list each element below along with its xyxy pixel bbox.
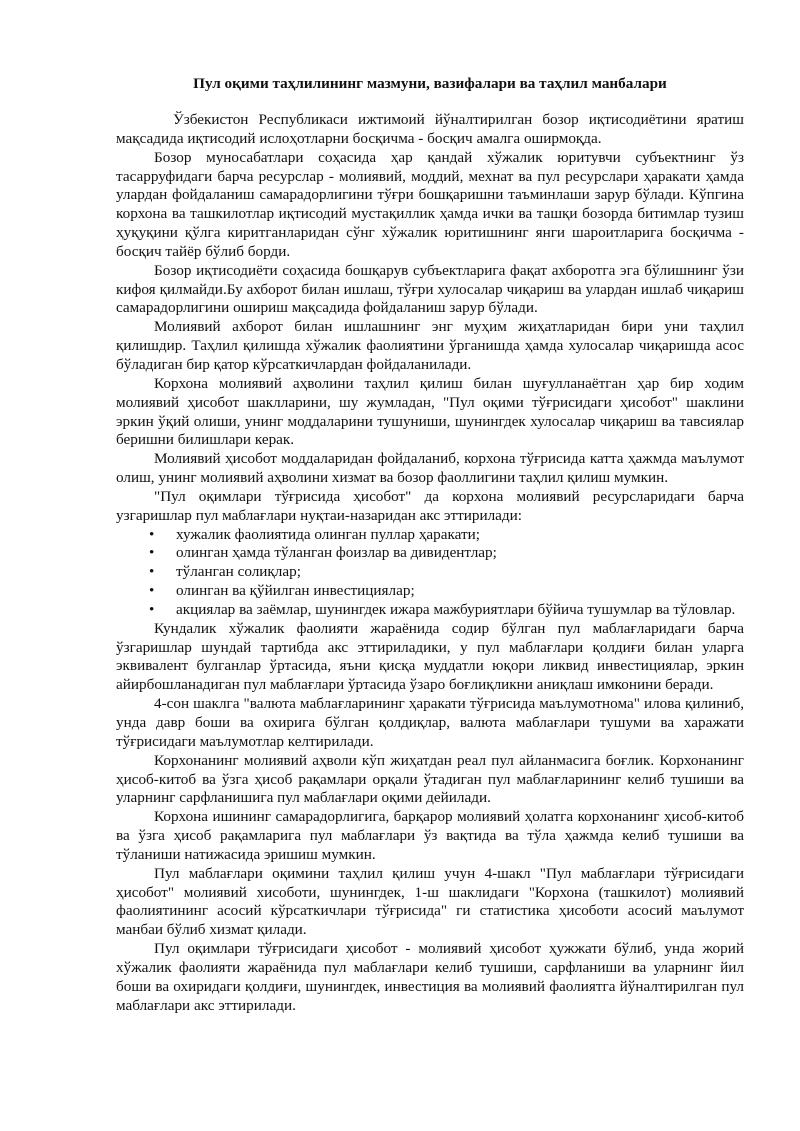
bullet-marker: • [149, 582, 155, 600]
bullet-marker: • [149, 600, 155, 618]
bullet-text: олинган ва қўйилган инвестициялар; [176, 582, 415, 600]
bullet-text: хужалик фаолиятида олинган пуллар ҳаракати; [176, 525, 480, 543]
bullet-item [149, 525, 744, 545]
bullet-text: акциялар ва заёмлар, шунингдек ижара мажбуриятлари бўйича тушумлар ва тўловлар. [176, 600, 736, 618]
document-page [116, 74, 744, 1016]
paragraph: Молиявий ҳисобот моддаларидан фойдаланиб, корхона тўғрисида катта ҳажмда маълумот олиш, унинг молиявий аҳволини хизмат ва бозор фаоллигини таҳлил қилиш мумкин. [116, 450, 744, 487]
paragraph: Корхонанинг молиявий аҳволи кўп жиҳатдан реал пул айланмасига боғлик. Корхонанинг ҳисоб-китоб ва ўзга ҳисоб рақамлари орқали ўтадиган пул маблағларининг келиб тушиши ва уларнинг сарфланишига пул маблағлари оқими дейилади. [116, 751, 744, 807]
paragraph: 4-сон шаклга "валюта маблағларининг ҳаракати тўғрисида маълумотнома" илова қилиниб, унда давр боши ва охирига бўлган қолдиқлар, валюта маблағлари тушуми ва харажати тўғрисидаги маълумотлар келтирилади. [116, 695, 744, 750]
paragraph: Молиявий ахборот билан ишлашнинг энг муҳим жиҳатларидан бири уни таҳлил қилишдир. Таҳлил қилишда хўжалик фаолиятини ўрганишда ҳамда хулосалар чиқаришда асос бўладиган бир қатор кўрсаткичлардан фойдаланилади. [116, 318, 744, 373]
paragraph: Кундалик хўжалик фаолияти жараёнида содир бўлган пул маблағларидаги барча ўзгаришлар шундай тартибда акс эттириладики, у пул маблағлари қолдиғи билан уларга эквивалент булганлар ўртасида, яъни қисқа муддатли юқори ликвид инвестициялар, эркин айирбошланадиган пул маблағлари ўртасида ўзаро боғлиқликни аниқлаш имконини беради. [116, 619, 744, 694]
bullet-marker: • [149, 525, 155, 543]
paragraph: Бозор иқтисодиёти соҳасида бошқарув субъектларига фақат ахборотга эга бўлишнинг ўзи кифоя қилмайди.Бу ахборот билан ишлаш, тўғри хулосалар чиқариш ва улардан ишлаб чиқариш самарадорлигини ошириш мақсадида фойдаланиш зарур бўлади. [116, 261, 744, 317]
bullet-item [149, 544, 744, 563]
paragraph: Корхона ишининг самарадорлигига, барқарор молиявий ҳолатга корхонанинг ҳисоб-китоб ва ўзга ҳисоб рақамларига пул маблағлари ўз вақтида ва тўла ҳажмда келиб тушиши ва тўланиши натижасида эришиш мумкин. [116, 808, 744, 863]
bullet-marker: • [149, 544, 155, 562]
paragraph: "Пул оқимлари тўғрисида ҳисобот" да корхона молиявий ресурсларидаги барча узгаришлар пул маблағлари нуқтаи-назаридан акс эттирилади: [116, 487, 744, 524]
document-title: Пул оқими таҳлилининг мазмуни, вазифалари ва таҳлил манбалари [193, 75, 667, 92]
bullet-item [149, 582, 744, 601]
paragraph: Пул оқимлари тўғрисидаги ҳисобот - молиявий ҳисобот ҳужжати бўлиб, унда жорий хўжалик фаолияти жараёнида пул маблағлари келиб тушиши, сарфланиши ва уларнинг йил боши ва охиридаги қолдиғи, шунингдек, инвестиция ва молиявий фаолиятга йўналтирилган пул маблағлари акс эттирилади. [116, 940, 744, 1014]
bullet-marker: • [149, 563, 155, 581]
paragraph: Пул маблағлари оқимини таҳлил қилиш учун 4-шакл "Пул маблағлари тўғрисидаги ҳисобот" молиявий хисоботи, шунингдек, 1-ш шаклидаги "Корхона (ташкилот) молиявий фаолиятининг асосий кўрсаткичлари тўғрисида" ги статистика ҳисоботи асосий маълумот манбаи бўлиб хизмат қилади. [116, 864, 744, 939]
bullet-text: тўланган солиқлар; [176, 563, 301, 581]
bullet-item [149, 563, 744, 582]
bullet-text: олинган ҳамда тўланган фоизлар ва дивидентлар; [176, 544, 497, 562]
paragraph: Корхона молиявий аҳволини таҳлил қилиш билан шуғулланаётган ҳар бир ходим молиявий ҳисобот шаклларини, шу жумладан, "Пул оқими тўғрисидаги ҳисобот" шаклини эркин ўқий олиши, унинг моддаларини тушуниши, шунингдек хулосалар чиқариш ва тавсиялар беришни билишлари керак. [116, 374, 744, 449]
bullet-item [149, 600, 744, 620]
paragraph-intro: Ўзбекистон Республикаси ижтимоий йўналтирилган бозор иқтисодиётини яратиш мақсадида иқтисодий ислоҳотларни босқичма - босқич амалга оширмоқда. [116, 111, 744, 147]
paragraph: Бозор муносабатлари соҳасида ҳар қандай хўжалик юритувчи субъектнинг ўз тасарруфидаги барча ресурслар - молиявий, моддий, мехнат ва пул ресурслари ҳаракати ҳамда улардан фойдаланиш самарадорлигини тўғри бошқаришни таъминлаши зарур бўлади. Кўпгина корхона ва ташкилотлар иқтисодий мустақиллик ҳамда ички ва ташқи бозорда битимлар тузиш ҳуқуқини қўлга киритганларидан сўнг хўжалик юритишнинг янги шароитларига босқичма - босқич тайёр бўлиб борди. [116, 148, 744, 260]
bullet-list [116, 526, 744, 620]
